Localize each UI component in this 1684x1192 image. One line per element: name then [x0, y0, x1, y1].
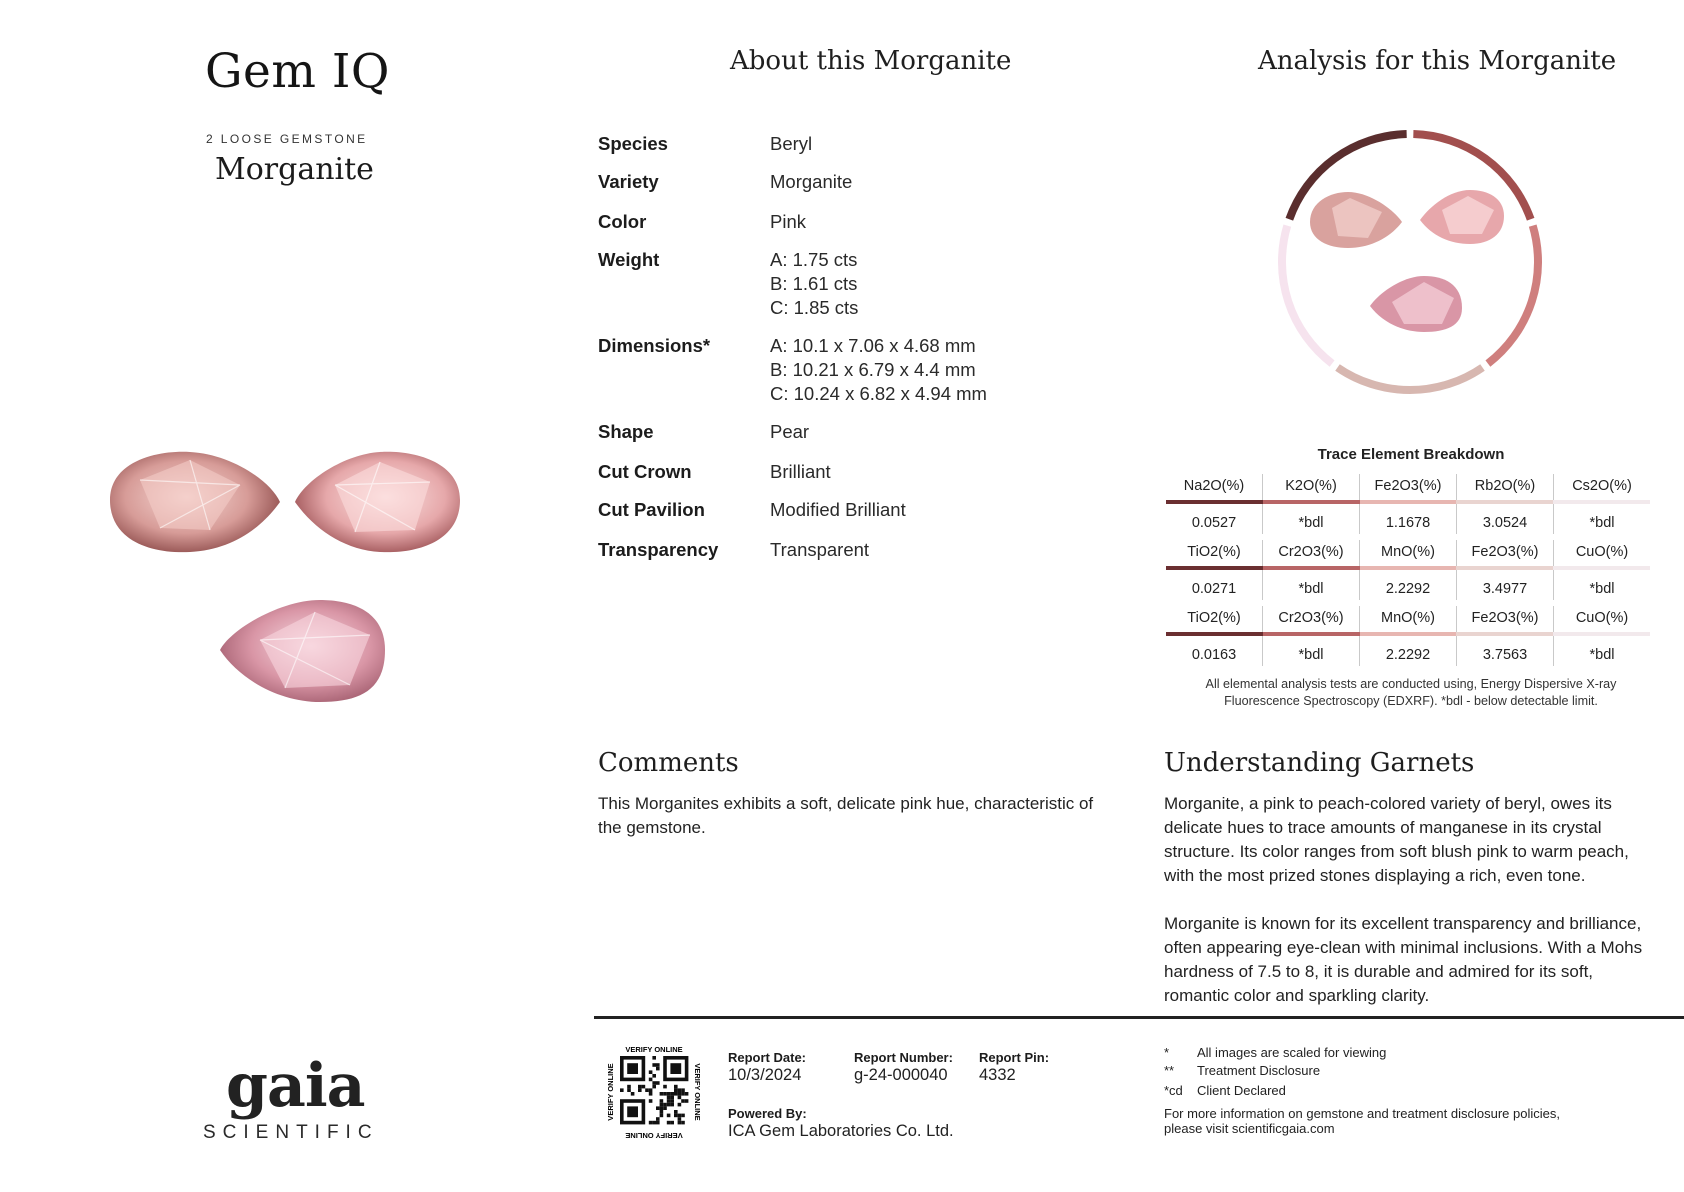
- qr-label-top: VERIFY ONLINE: [625, 1045, 683, 1054]
- spec-row-weight: [598, 248, 1098, 320]
- spec-row-shape: [598, 420, 1098, 444]
- disclosure-item: ** Treatment Disclosure: [1164, 1063, 1321, 1078]
- spec-label: Cut Crown: [598, 461, 692, 482]
- report-number: g-24-000040: [854, 1066, 948, 1084]
- spec-value: Transparent: [770, 539, 870, 560]
- trace-table-title: Trace Element Breakdown: [1317, 446, 1505, 463]
- spec-value: Beryl: [770, 133, 813, 154]
- ring-gem-photo: [1310, 190, 1504, 332]
- website-link[interactable]: please visit scientificgaia.com: [1164, 1121, 1335, 1136]
- trace-value-row: 0.0527 *bdl 1.1678 3.0524 *bdl: [1166, 504, 1650, 534]
- analysis-note: All elemental analysis tests are conducted using, Energy Dispersive X-ray Fluorescence Spectroscopy (EDXRF). *bdl - below detectable limit.: [1205, 677, 1617, 708]
- trace-header-row: TiO2(%) Cr2O3(%) MnO(%) Fe2O3(%) CuO(%): [1166, 540, 1650, 566]
- qr-label-right: VERIFY ONLINE: [693, 1063, 702, 1121]
- trace-element-table: [1166, 474, 1650, 672]
- more-info-text: For more information on gemstone and treatment disclosure policies, please visit scientificgaia.com: [1164, 1106, 1560, 1136]
- qr-label-bottom: VERIFY ONLINE: [625, 1131, 683, 1140]
- trace-value-row: 0.0163 *bdl 2.2292 3.7563 *bdl: [1166, 636, 1650, 666]
- spec-label: Cut Pavilion: [598, 499, 705, 520]
- footer-divider: [594, 1016, 1684, 1019]
- gaia-logo-subtitle: SCIENTIFIC: [203, 1122, 379, 1143]
- spec-value: Modified Brilliant: [770, 499, 906, 520]
- spec-row-variety: [598, 170, 1098, 194]
- report-date: 10/3/2024: [728, 1066, 802, 1084]
- report-pin: 4332: [979, 1066, 1016, 1084]
- ring-arc: [1338, 367, 1483, 390]
- comments-text: This Morganites exhibits a soft, delicate pink hue, characteristic of the gemstone.: [598, 794, 1094, 837]
- verify-qr-code[interactable]: [606, 1044, 702, 1140]
- analysis-heading: Analysis for this Morganite: [1258, 46, 1617, 76]
- spec-value: Pear: [770, 421, 810, 442]
- understanding-paragraph-1: Morganite, a pink to peach-colored variety of beryl, owes its delicate hues to trace amounts of manganese in its crystal structure. Its color ranges from soft blush pink to warm peach, with the most prized stones displaying a rich, even tone.: [1164, 794, 1629, 885]
- spec-row-species: [598, 132, 1098, 156]
- trace-group-2: [1166, 540, 1650, 600]
- gemstone-b: [295, 452, 460, 552]
- gaia-logo: gaia: [226, 1051, 365, 1121]
- spec-row-transparency: [598, 538, 1098, 562]
- comments-heading: Comments: [598, 748, 739, 778]
- report-date-label: Report Date:: [728, 1050, 807, 1065]
- spec-label: Variety: [598, 171, 659, 192]
- gemstone-photo: [80, 440, 490, 760]
- spec-label: Shape: [598, 421, 654, 442]
- spec-value: Brilliant: [770, 461, 831, 482]
- gemstone-name: Morganite: [215, 152, 374, 187]
- disclosure-item: * All images are scaled for viewing: [1164, 1045, 1387, 1060]
- report-pin-label: Report Pin:: [979, 1050, 1050, 1065]
- spec-label: Species: [598, 133, 668, 154]
- gemstone-c: [220, 600, 385, 702]
- disclosure-symbol: **: [1164, 1063, 1175, 1078]
- understanding-paragraph-2: Morganite is known for its excellent transparency and brilliance, often appearing eye-clean with minimal inclusions. With a Mohs hardness of 7.5 to 8, it is durable and admired for its soft, romantic color and sparkling clarity.: [1164, 914, 1643, 1005]
- spec-value: A: 10.1 x 7.06 x 4.68 mm B: 10.21 x 6.79 x 4.4 mm C: 10.24 x 6.82 x 4.94 mm: [770, 335, 987, 404]
- disclosure-symbol: *: [1164, 1045, 1170, 1060]
- trace-header-row: Na2O(%) K2O(%) Fe2O3(%) Rb2O(%) Cs2O(%): [1166, 474, 1650, 500]
- spec-row-dimensions: [598, 334, 1098, 406]
- gemstone-a: [110, 452, 280, 552]
- brand-title: Gem IQ: [205, 44, 390, 99]
- understanding-heading: Understanding Garnets: [1164, 748, 1475, 778]
- spec-row-cut-pavilion: [598, 498, 1098, 522]
- report-number-label: Report Number:: [854, 1050, 953, 1065]
- trace-value-row: 0.0271 *bdl 2.2292 3.4977 *bdl: [1166, 570, 1650, 600]
- spec-row-cut-crown: [598, 460, 1098, 484]
- trace-header-row: TiO2(%) Cr2O3(%) MnO(%) Fe2O3(%) CuO(%): [1166, 606, 1650, 632]
- spec-label: Weight: [598, 249, 660, 270]
- spec-value: A: 1.75 cts B: 1.61 cts C: 1.85 cts: [770, 249, 859, 318]
- disclosure-symbol: *cd: [1164, 1083, 1183, 1098]
- spec-value: Morganite: [770, 171, 853, 192]
- ring-arc: [1488, 226, 1538, 364]
- gemstone-color-ring: [1270, 122, 1550, 402]
- powered-by-label: Powered By:: [728, 1106, 807, 1121]
- gemstone-quantity: 2 LOOSE GEMSTONE: [206, 132, 368, 146]
- about-heading: About this Morganite: [730, 46, 1012, 76]
- trace-group-1: [1166, 474, 1650, 534]
- ring-arc: [1282, 226, 1332, 364]
- spec-label: Transparency: [598, 539, 719, 560]
- spec-label: Dimensions*: [598, 335, 711, 356]
- spec-value: Pink: [770, 211, 806, 232]
- powered-by: ICA Gem Laboratories Co. Ltd.: [728, 1122, 954, 1140]
- trace-group-3: [1166, 606, 1650, 666]
- spec-label: Color: [598, 211, 647, 232]
- qr-label-left: VERIFY ONLINE: [606, 1063, 615, 1121]
- disclosure-item: *cd Client Declared: [1164, 1083, 1286, 1098]
- spec-row-color: [598, 210, 1098, 234]
